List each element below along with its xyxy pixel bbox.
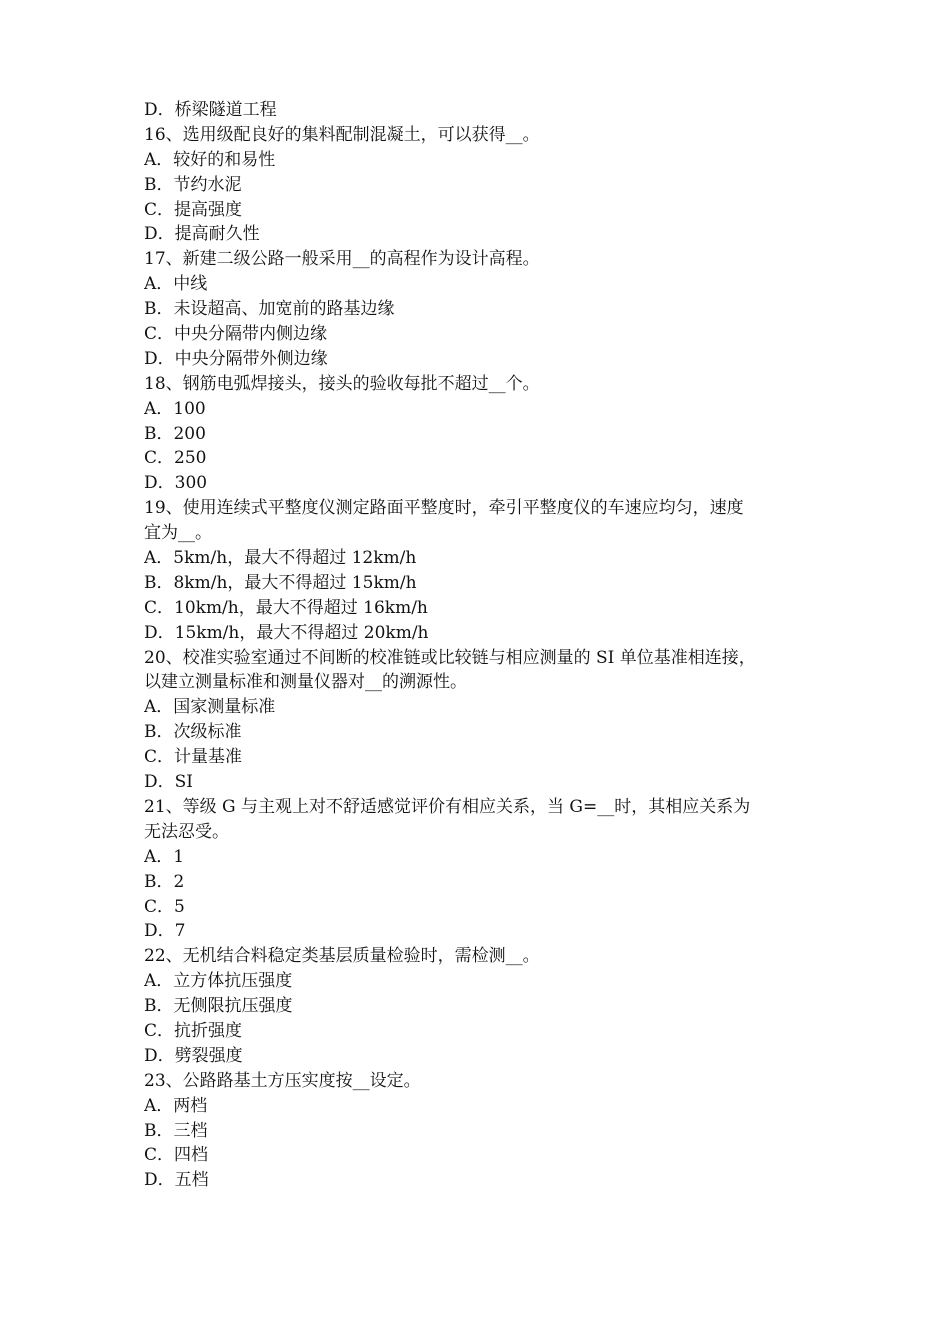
document-body [144, 98, 814, 1193]
text-line: A．两档 [144, 1095, 208, 1116]
text-line: C．抗折强度 [144, 1020, 243, 1041]
text-line: B．节约水泥 [144, 174, 242, 195]
text-line: B．三档 [144, 1120, 208, 1141]
text-line: C．四档 [144, 1145, 209, 1166]
text-line: A．国家测量标准 [144, 697, 276, 718]
text-line: B．200 [144, 423, 206, 444]
text-line: 18、钢筋电弧焊接头，接头的验收每批不超过__个。 [144, 373, 540, 394]
text-line: 无法忍受。 [144, 821, 229, 842]
text-line: B．无侧限抗压强度 [144, 996, 293, 1017]
text-line: 16、选用级配良好的集料配制混凝土，可以获得__。 [144, 124, 540, 145]
text-line: D．SI [144, 772, 193, 793]
text-line: C．计量基准 [144, 747, 243, 768]
text-line: A．较好的和易性 [144, 149, 276, 170]
text-line: C．5 [144, 896, 185, 917]
text-line: B．8km/h，最大不得超过 15km/h [144, 572, 417, 593]
text-line: A．立方体抗压强度 [144, 971, 293, 992]
text-line: 宜为__。 [144, 523, 212, 544]
text-line: 以建立测量标准和测量仪器对__的溯源性。 [144, 672, 467, 693]
text-line: D．300 [144, 473, 208, 494]
text-line: 23、公路路基土方压实度按__设定。 [144, 1070, 421, 1091]
text-line: A．中线 [144, 274, 208, 295]
text-line: A．1 [144, 846, 185, 867]
text-line: 17、新建二级公路一般采用__的高程作为设计高程。 [144, 249, 540, 270]
text-line: 21、等级 G 与主观上对不舒适感觉评价有相应关系，当 G=__时，其相应关系为 [144, 796, 751, 817]
text-line: 19、使用连续式平整度仪测定路面平整度时，牵引平整度仪的车速应均匀，速度 [144, 498, 744, 519]
text-line: 20、校准实验室通过不间断的校准链或比较链与相应测量的 SI 单位基准相连接， [144, 647, 756, 668]
text-line: D．五档 [144, 1170, 209, 1191]
text-line: 22、无机结合料稳定类基层质量检验时，需检测__。 [144, 946, 540, 967]
text-line: A．100 [144, 398, 206, 419]
text-line: D．中央分隔带外侧边缘 [144, 348, 328, 369]
text-line: D．提高耐久性 [144, 224, 260, 245]
text-line: D．7 [144, 921, 186, 942]
text-line: C．10km/h，最大不得超过 16km/h [144, 597, 428, 618]
text-line: A．5km/h，最大不得超过 12km/h [144, 548, 417, 569]
text-line: D．15km/h，最大不得超过 20km/h [144, 622, 429, 643]
text-line: C．250 [144, 448, 207, 469]
text-line: C．中央分隔带内侧边缘 [144, 324, 328, 345]
text-line: B．2 [144, 871, 185, 892]
text-line: D．桥梁隧道工程 [144, 100, 277, 120]
text-line: B．未设超高、加宽前的路基边缘 [144, 299, 395, 320]
text-line: D．劈裂强度 [144, 1045, 243, 1066]
text-line: B．次级标准 [144, 722, 242, 743]
text-line: C．提高强度 [144, 199, 243, 220]
